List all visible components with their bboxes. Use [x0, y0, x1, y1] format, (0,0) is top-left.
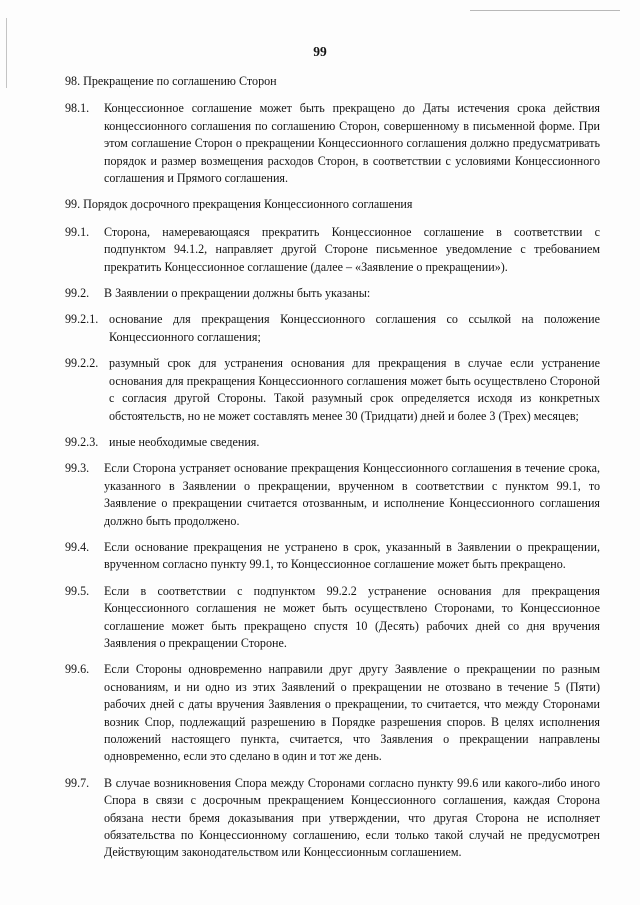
clause-text: Если в соответствии с подпунктом 99.2.2 устранение основания для прекращения Концессионного соглашения не может быть осуществлено Сторонами, то Концессионное соглашение может быть прекращено спустя 10 (Десять) рабочих дней со дня вручения Заявления о прекращении Стороне.: [104, 583, 600, 650]
clause-99-2-2: [65, 355, 600, 425]
clause-number: 99.1.: [65, 224, 90, 239]
clause-text: Если Сторона устраняет основание прекращения Концессионного соглашения в течение срока, указанного в Заявлении о прекращении, врученном в соответствии с пунктом 99.1, то Заявление о прекращении считается отозванным, и исполнение Концессионного соглашения должно быть продолжено.: [104, 461, 600, 528]
clause-99-1: [65, 224, 600, 276]
clause-99-7: [65, 775, 600, 862]
clause-text: Концессионное соглашение может быть прекращено до Даты истечения срока действия концессионного соглашения по соглашению Сторон, совершенному в письменной форме. При этом соглашение Сторон о прекращении Концессионного соглашения должно предусматривать порядок и размер возмещения расходов Сторон, в соответствии с условиями Концессионного соглашения и Прямого соглашения.: [104, 101, 600, 186]
clause-text: разумный срок для устранения основания для прекращения в случае если устранение основания для прекращения Концессионного соглашения может быть осуществлено Стороной с согласия другой Стороны. Такой разумный срок определяется исходя из конкретных обстоятельств, но не может составлять менее 30 (Тридцати) дней и более 3 (Трех) месяцев;: [109, 356, 600, 423]
scan-artifact-line: [470, 10, 620, 11]
clause-number: 99.2.: [65, 286, 90, 301]
section-heading-99: 99. Порядок досрочного прекращения Концессионного соглашения: [65, 197, 413, 212]
clause-text: Сторона, намеревающаяся прекратить Концессионное соглашение в соответствии с подпунктом 94.1.2, направляет другой Стороне письменное уведомление с требованием прекратить Концессионное соглашение (далее – «Заявление о прекращении»).: [104, 224, 600, 274]
page-number: 99: [313, 44, 327, 59]
clause-number: 99.2.1.: [65, 312, 99, 327]
clause-number: 99.7.: [65, 775, 90, 790]
clause-99-6: [65, 661, 600, 765]
clause-number: 99.4.: [65, 539, 90, 554]
document-body: [65, 73, 600, 871]
clause-text: Если Стороны одновременно направили друг другу Заявление о прекращении по разным основаниям, и ни одно из этих Заявлений о прекращении не отозвано в течение 5 (Пяти) рабочих дней с даты вручения Заявления о прекращении, то считается, что между Сторонами возник Спор, подлежащий разрешению в Порядке разрешения споров. В целях исполнения положений настоящего пункта, считается, что Заявления о прекращении направлены одновременно, если это сделано в один и тот же день.: [104, 662, 600, 764]
clause-99-4: [65, 539, 600, 574]
clause-number: 99.3.: [65, 461, 90, 476]
clause-number: 98.1.: [65, 101, 90, 116]
clause-number: 99.6.: [65, 662, 90, 677]
clause-text: Если основание прекращения не устранено в срок, указанный в Заявлении о прекращении, врученном согласно пункту 99.1, то Концессионное соглашение может быть прекращено.: [104, 539, 600, 572]
clause-98-1: [65, 100, 600, 187]
clause-number: 99.2.3.: [65, 434, 99, 449]
clause-text: В Заявлении о прекращении должны быть указаны:: [104, 286, 371, 301]
clause-99-3: [65, 460, 600, 530]
clause-text: основание для прекращения Концессионного соглашения со ссылкой на положение Концессионного соглашения;: [109, 312, 600, 344]
clause-number: 99.2.2.: [65, 356, 99, 371]
clause-99-5: [65, 583, 600, 653]
section-heading-98: 98. Прекращение по соглашению Сторон: [65, 74, 277, 88]
clause-99-2-3: [65, 434, 600, 451]
clause-number: 99.5.: [65, 583, 90, 598]
clause-text: иные необходимые сведения.: [109, 434, 260, 449]
clause-99-2-1: [65, 311, 600, 346]
clause-99-2: [65, 285, 600, 302]
clause-text: В случае возникновения Спора между Сторонами согласно пункту 99.6 или какого-либо иного Спора в связи с досрочным прекращением Концессионного соглашения, каждая Сторона обязана нести бремя доказывания при утверждении, что другая Сторона не исполняет обязательства по Концессионному соглашению, если только такой случай не предусмотрен Действующим законодательством или Концессионным соглашением.: [104, 775, 600, 860]
